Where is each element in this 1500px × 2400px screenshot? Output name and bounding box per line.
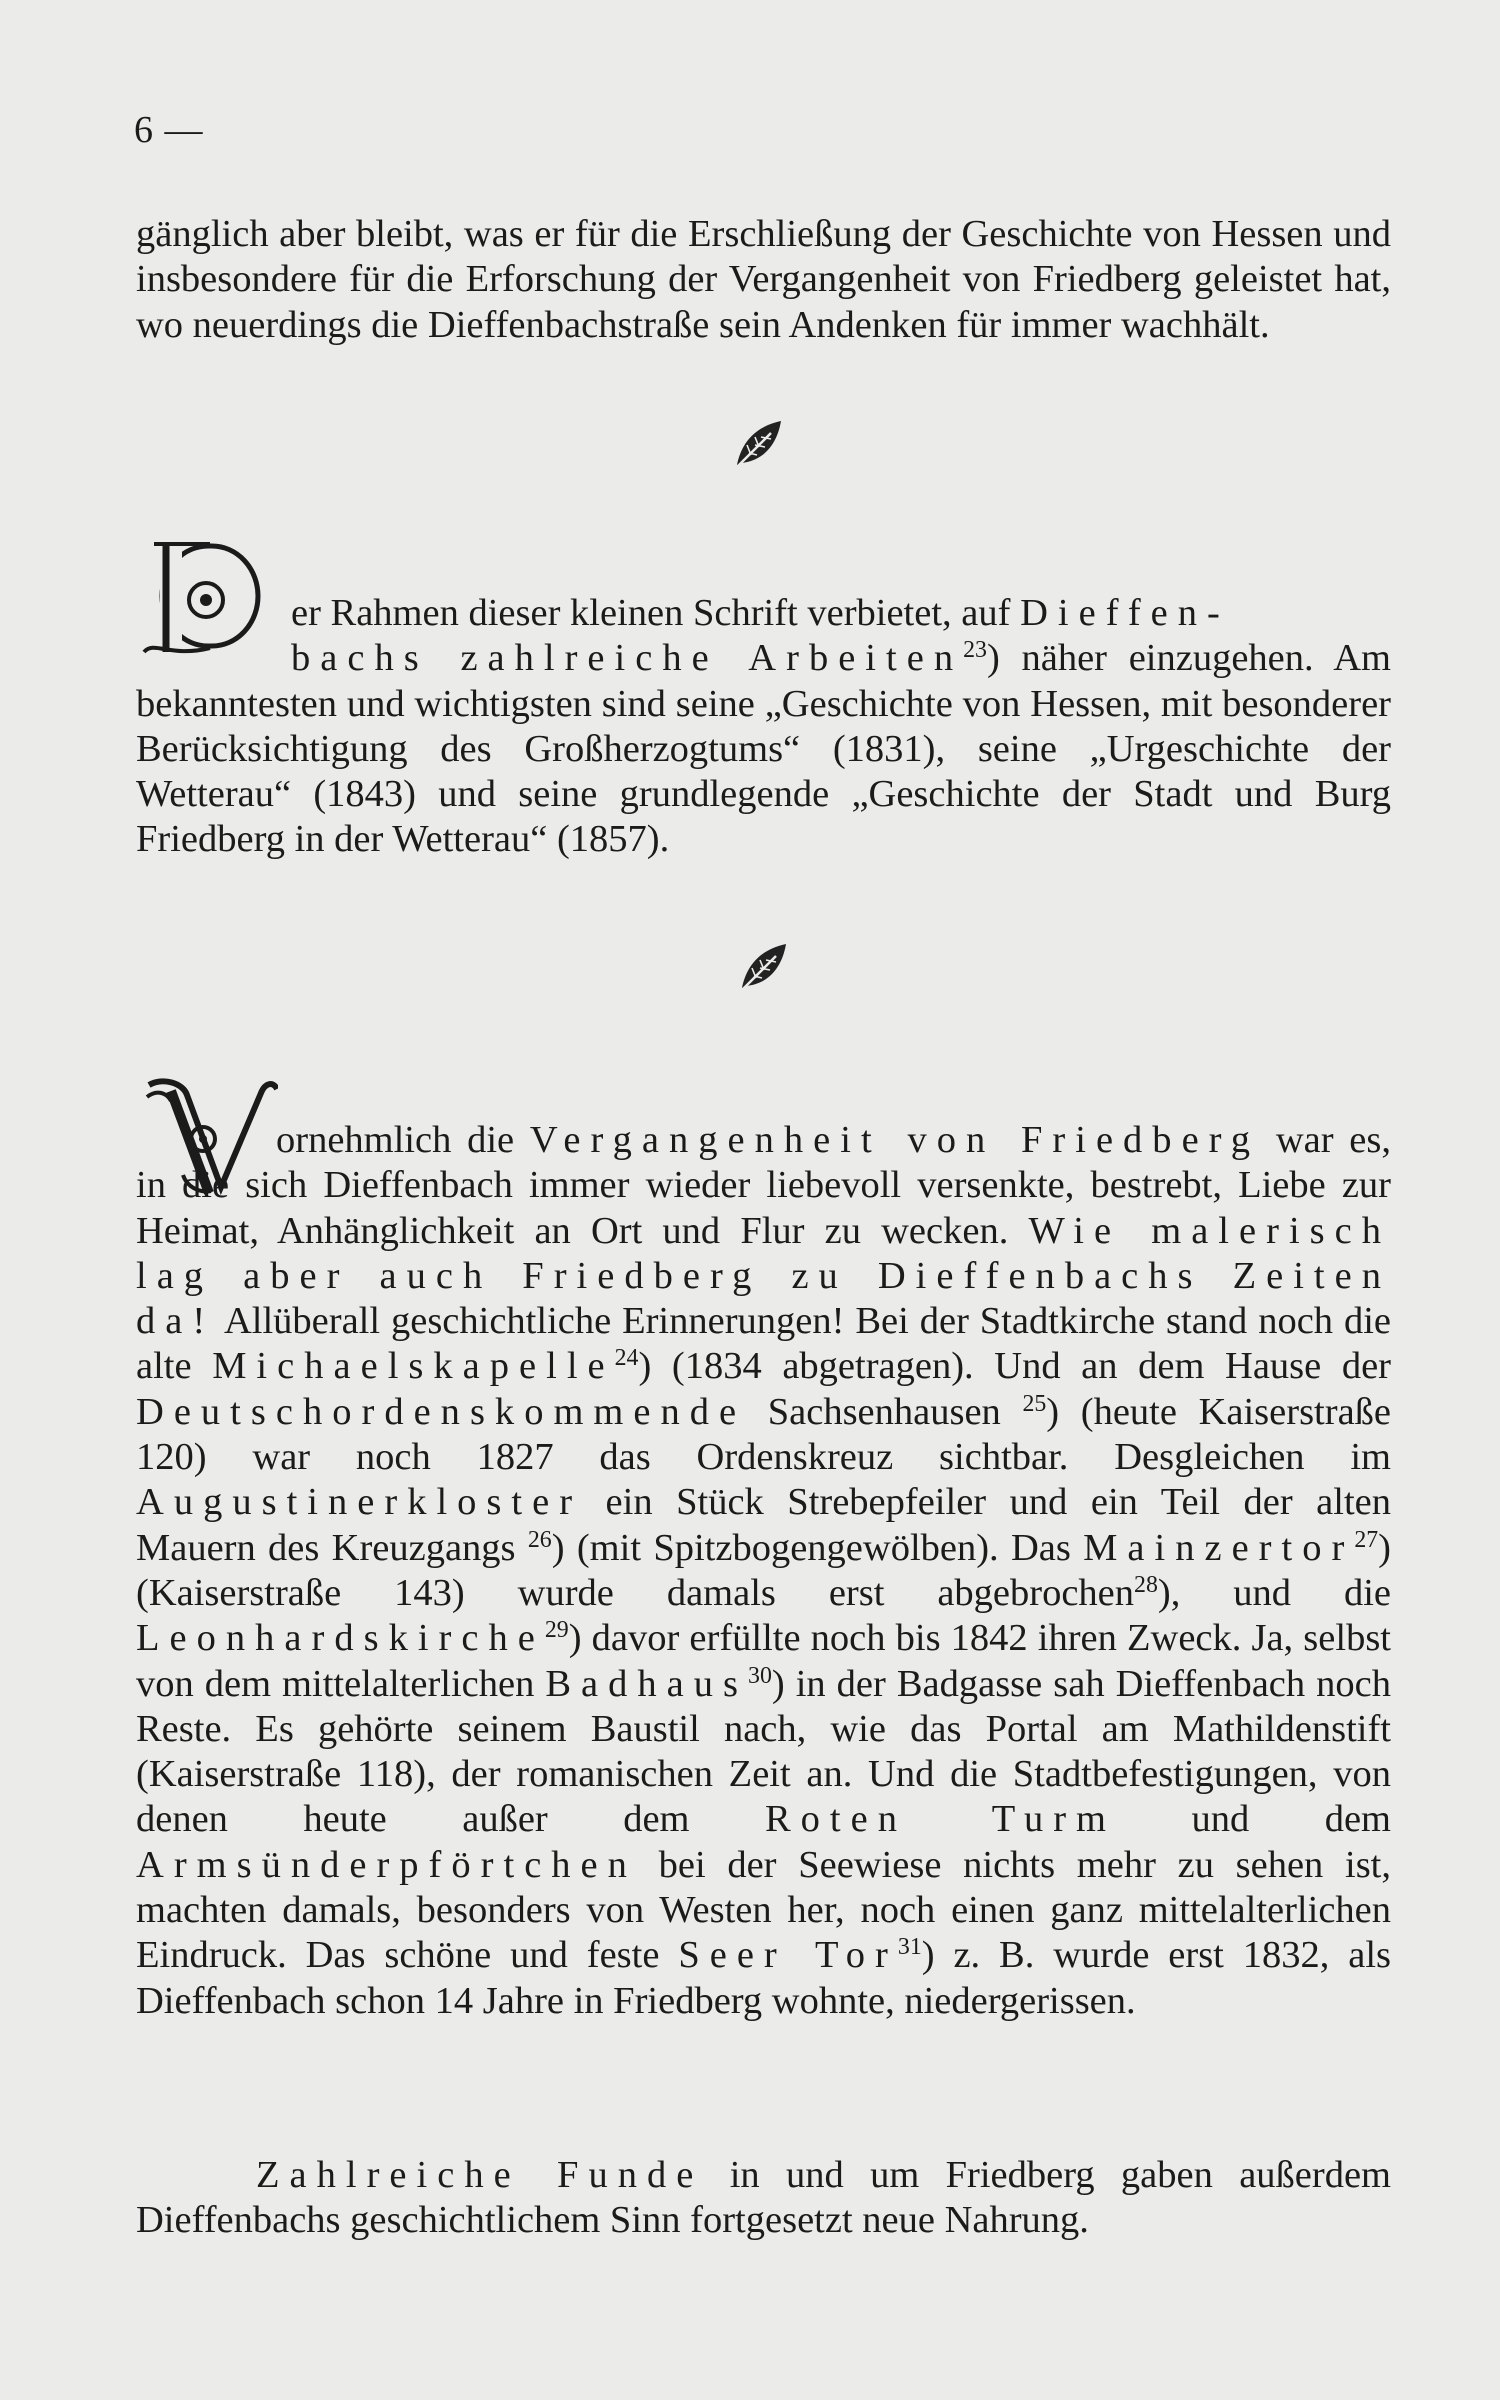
- text-run: ) z. B. wurde erst 1832, als Dieffenbach schon 14 Jahre in Friedberg wohnte, niedergerissen.: [136, 1934, 1391, 2022]
- page-number: 6 —: [134, 109, 204, 151]
- text-run: Am bekanntesten und wichtigsten sind seine „Geschichte von Hessen, mit besonderer Berücksichtigung des Großherzogtums“ (1831), seine „Urgeschichte der Wetterau“ (1843) und seine grundlegende „Geschichte der Stadt und Burg Friedberg in der Wetterau“ (1857).: [136, 637, 1391, 861]
- footnote-ref: 26: [527, 1526, 552, 1553]
- text-run: Allüberall geschichtliche Erinnerungen! Bei der Stadtkirche stand noch die alte: [136, 1300, 1391, 1388]
- spaced-text: Roten Turm: [764, 1798, 1116, 1841]
- spaced-text: Mainzertor: [1083, 1526, 1355, 1569]
- text-run: ein Stück Strebepfeiler und ein Teil der alten Mauern des Kreuzgangs: [136, 1481, 1391, 1569]
- text-run: ) (Kaiserstraße 143) wurde damals erst abgebrochen: [136, 1526, 1391, 1614]
- footnote-ref: 31: [897, 1934, 922, 1961]
- spaced-text: bachs zahlreiche Arbeiten: [291, 637, 964, 680]
- paragraph-finds: [136, 2153, 1391, 2244]
- spaced-text: Michaelskapelle: [212, 1345, 615, 1388]
- spaced-text: Dieffen-: [1020, 592, 1230, 634]
- text-run: ) in der Badgasse sah Dieffenbach noch Reste. Es gehörte seinem Baustil nach, wie das Portal am Mathildenstift (Kaiserstraße 118), der romanischen Zeit an. Und die Stadtbefestigungen, von denen heute außer dem: [136, 1662, 1391, 1841]
- spaced-text: Vergangenheit von Friedberg: [529, 1119, 1261, 1161]
- paragraph-text: gänglich aber bleibt, was er für die Erschließung der Geschichte von Hessen und insbesondere für die Erforschung der Vergangenheit von Friedberg geleistet hat, wo neuerdings die Dieffenbachstraße sein Andenken für immer wachhält.: [136, 213, 1391, 346]
- spaced-text: Zahlreiche Funde: [256, 2154, 704, 2196]
- text-run: bei der Seewiese nichts mehr zu sehen ist, machten damals, besonders von Westen her, noch einen ganz mittelalterlichen Eindruck. Das schöne und feste: [136, 1843, 1391, 1977]
- text-run: Sachsenhausen: [746, 1390, 1023, 1433]
- footnote-ref: 27: [1354, 1526, 1379, 1553]
- leaf-ornament-icon: [731, 415, 787, 471]
- spaced-text: Deutschordenskommende: [136, 1390, 747, 1433]
- text-run: ) (mit Spitzbogengewölben). Das: [551, 1526, 1084, 1569]
- text-run: er Rahmen dieser kleinen Schrift verbietet, auf: [291, 592, 1021, 634]
- text-run: ) davor erfüllte noch bis 1842 ihren Zweck. Ja, selbst von dem mittelalterlichen: [136, 1617, 1391, 1705]
- text-run: ) näher einzugehen.: [986, 637, 1314, 680]
- footnote-ref: 25: [1022, 1390, 1047, 1417]
- spaced-text: Badhaus: [545, 1662, 749, 1705]
- paragraph-intro: [136, 212, 1391, 348]
- text-run: war es, in die sich Dieffenbach immer wieder liebevoll versenkte, bestrebt, Liebe zur Heimat, Anhänglichkeit an Ort und Flur zu wecken.: [136, 1119, 1391, 1252]
- text-run: ornehmlich die: [276, 1119, 530, 1161]
- leaf-ornament-icon: [736, 938, 792, 994]
- text-run: ), und die: [1157, 1571, 1392, 1614]
- text-run: in und um Friedberg gaben außerdem Dieffenbachs geschichtlichem Sinn fortgesetzt neue Nahrung.: [136, 2154, 1391, 2242]
- spaced-text: Armsünderpförtchen: [136, 1843, 637, 1886]
- spaced-text: Seer Tor: [678, 1934, 898, 1977]
- footnote-ref: 28: [1134, 1571, 1158, 1598]
- paragraph-section-3: [136, 1118, 1391, 2024]
- spaced-text: Leonhardskirche: [136, 1617, 545, 1660]
- footnote-ref: 30: [748, 1662, 772, 1689]
- footnote-ref: 24: [614, 1345, 639, 1372]
- text-run: und dem: [1116, 1798, 1391, 1841]
- footnote-ref: 23: [963, 637, 987, 664]
- paragraph-section-2: [136, 591, 1391, 863]
- text-run: ) (1834 abgetragen). Und an dem Hause der: [638, 1345, 1391, 1388]
- spaced-text: Wie malerisch lag aber auch Friedberg zu Dieffenbachs Zeiten da!: [136, 1209, 1392, 1343]
- footnote-ref: 29: [544, 1617, 569, 1644]
- spaced-text: Augustinerkloster: [136, 1481, 583, 1524]
- text-run: ) (heute Kaiserstraße 120) war noch 1827 das Ordenskreuz sichtbar. Desgleichen im: [136, 1390, 1391, 1479]
